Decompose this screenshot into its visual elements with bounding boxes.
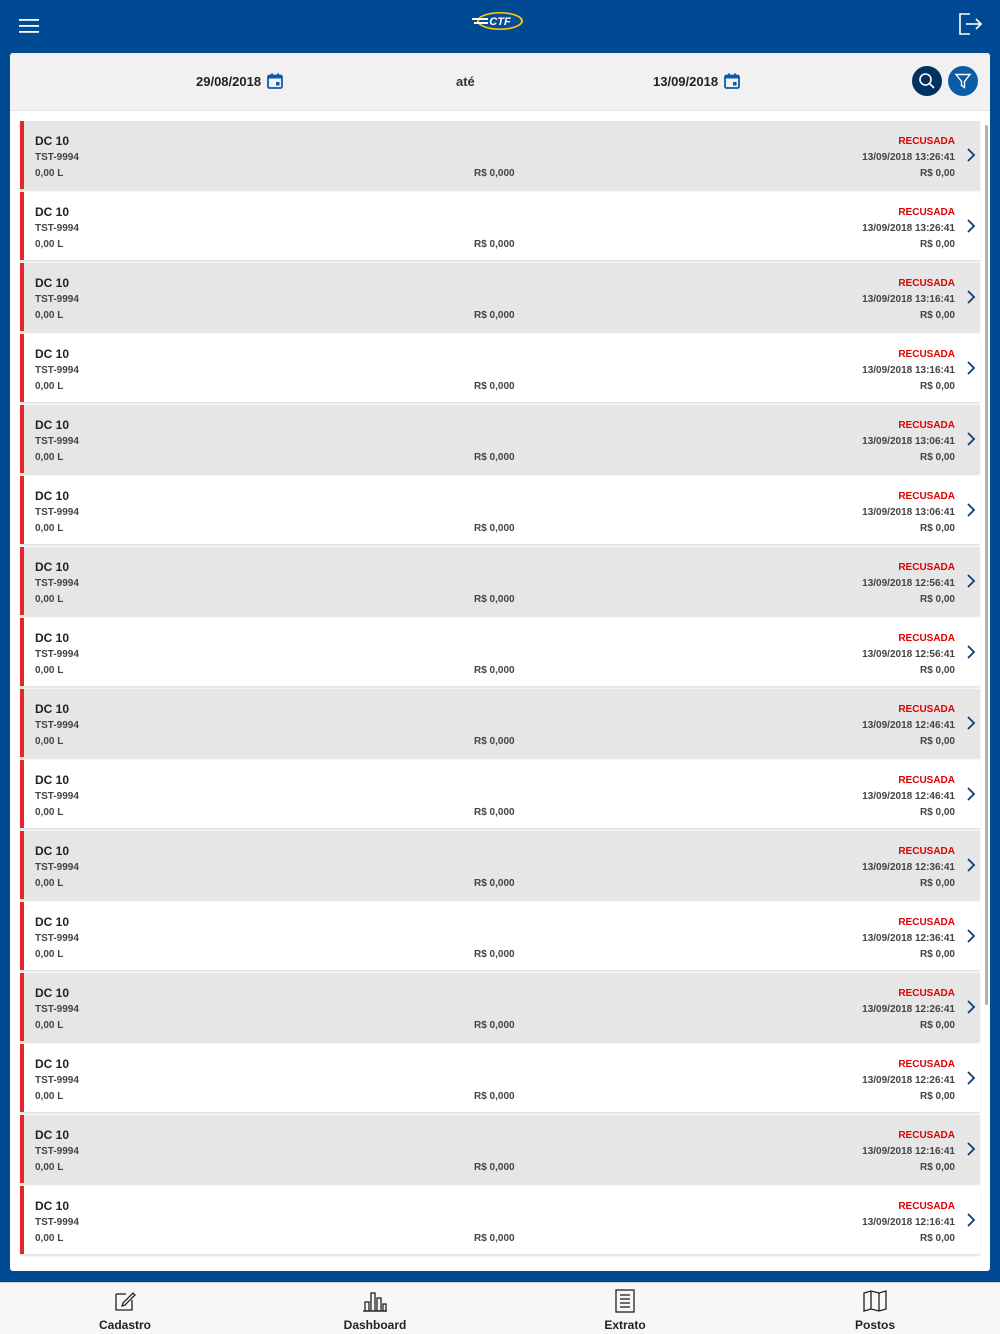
document-list-icon xyxy=(612,1288,638,1314)
transaction-datetime: 13/09/2018 12:46:41 xyxy=(862,791,955,802)
chevron-right-icon[interactable] xyxy=(966,289,976,305)
transaction-row[interactable] xyxy=(20,760,980,828)
transaction-name: DC 10 xyxy=(35,347,70,361)
tab-dashboard[interactable] xyxy=(250,1283,500,1334)
transaction-datetime: 13/09/2018 13:06:41 xyxy=(862,507,955,518)
chevron-right-icon[interactable] xyxy=(966,1070,976,1086)
unit-price: R$ 0,000 xyxy=(474,310,515,321)
chevron-right-icon[interactable] xyxy=(966,928,976,944)
ctf-logo xyxy=(470,8,526,34)
transaction-datetime: 13/09/2018 13:16:41 xyxy=(862,365,955,376)
status-badge: RECUSADA xyxy=(898,1201,955,1212)
fuel-liters: 0,00 L xyxy=(35,878,64,889)
status-badge: RECUSADA xyxy=(898,988,955,999)
transaction-name: DC 10 xyxy=(35,702,70,716)
tab-dashboard-label: Dashboard xyxy=(343,1318,407,1332)
content-panel xyxy=(10,53,990,1271)
transaction-row[interactable] xyxy=(20,1044,980,1112)
transaction-amount: R$ 0,00 xyxy=(919,1091,955,1102)
fuel-liters: 0,00 L xyxy=(35,1020,64,1031)
vehicle-plate: TST-9994 xyxy=(35,1217,79,1228)
transaction-amount: R$ 0,00 xyxy=(919,168,955,179)
unit-price: R$ 0,000 xyxy=(474,452,515,463)
transaction-name: DC 10 xyxy=(35,773,70,787)
transaction-amount: R$ 0,00 xyxy=(919,736,955,747)
chevron-right-icon[interactable] xyxy=(966,573,976,589)
transaction-row[interactable] xyxy=(20,121,980,189)
status-badge: RECUSADA xyxy=(898,633,955,644)
status-badge: RECUSADA xyxy=(898,1130,955,1141)
vehicle-plate: TST-9994 xyxy=(35,152,79,163)
transaction-row[interactable] xyxy=(20,689,980,757)
status-badge: RECUSADA xyxy=(898,704,955,715)
transaction-amount: R$ 0,00 xyxy=(919,949,955,960)
tab-extrato[interactable] xyxy=(500,1283,750,1334)
transaction-name: DC 10 xyxy=(35,134,70,148)
date-separator: até xyxy=(456,74,475,89)
unit-price: R$ 0,000 xyxy=(474,1162,515,1173)
status-badge: RECUSADA xyxy=(898,917,955,928)
transaction-datetime: 13/09/2018 13:26:41 xyxy=(862,223,955,234)
logout-icon[interactable] xyxy=(954,8,986,40)
vehicle-plate: TST-9994 xyxy=(35,862,79,873)
transaction-name: DC 10 xyxy=(35,560,70,574)
unit-price: R$ 0,000 xyxy=(474,381,515,392)
transaction-datetime: 13/09/2018 13:16:41 xyxy=(862,294,955,305)
edit-icon xyxy=(112,1288,138,1314)
vehicle-plate: TST-9994 xyxy=(35,1146,79,1157)
unit-price: R$ 0,000 xyxy=(474,1091,515,1102)
transaction-amount: R$ 0,00 xyxy=(919,310,955,321)
vehicle-plate: TST-9994 xyxy=(35,436,79,447)
unit-price: R$ 0,000 xyxy=(474,594,515,605)
status-badge: RECUSADA xyxy=(898,491,955,502)
fuel-liters: 0,00 L xyxy=(35,807,64,818)
vehicle-plate: TST-9994 xyxy=(35,507,79,518)
transaction-datetime: 13/09/2018 12:16:41 xyxy=(862,1217,955,1228)
transaction-datetime: 13/09/2018 12:56:41 xyxy=(862,649,955,660)
search-button[interactable] xyxy=(912,66,942,96)
bottom-tab-bar xyxy=(0,1282,1000,1334)
chevron-right-icon[interactable] xyxy=(966,999,976,1015)
transaction-amount: R$ 0,00 xyxy=(919,452,955,463)
date-to-picker[interactable] xyxy=(653,73,740,89)
search-icon xyxy=(918,72,936,90)
filter-button[interactable] xyxy=(948,66,978,96)
transaction-datetime: 13/09/2018 13:26:41 xyxy=(862,152,955,163)
transaction-row[interactable] xyxy=(20,831,980,899)
status-badge: RECUSADA xyxy=(898,846,955,857)
vehicle-plate: TST-9994 xyxy=(35,1075,79,1086)
unit-price: R$ 0,000 xyxy=(474,736,515,747)
unit-price: R$ 0,000 xyxy=(474,1020,515,1031)
transaction-list xyxy=(20,121,980,1257)
transaction-datetime: 13/09/2018 12:26:41 xyxy=(862,1075,955,1086)
transaction-datetime: 13/09/2018 12:56:41 xyxy=(862,578,955,589)
transaction-amount: R$ 0,00 xyxy=(919,381,955,392)
transaction-amount: R$ 0,00 xyxy=(919,523,955,534)
chevron-right-icon[interactable] xyxy=(966,502,976,518)
transaction-name: DC 10 xyxy=(35,915,70,929)
vehicle-plate: TST-9994 xyxy=(35,294,79,305)
bar-chart-icon xyxy=(362,1288,388,1314)
fuel-liters: 0,00 L xyxy=(35,523,64,534)
transaction-name: DC 10 xyxy=(35,276,70,290)
tab-cadastro[interactable] xyxy=(0,1283,250,1334)
vehicle-plate: TST-9994 xyxy=(35,720,79,731)
transaction-row[interactable] xyxy=(20,476,980,544)
date-to-value: 13/09/2018 xyxy=(653,73,719,89)
tab-extrato-label: Extrato xyxy=(604,1318,646,1332)
transaction-amount: R$ 0,00 xyxy=(919,1162,955,1173)
transaction-amount: R$ 0,00 xyxy=(919,665,955,676)
map-icon xyxy=(862,1288,888,1314)
unit-price: R$ 0,000 xyxy=(474,239,515,250)
hamburger-menu-icon[interactable] xyxy=(14,10,46,42)
transaction-name: DC 10 xyxy=(35,1057,70,1071)
transaction-name: DC 10 xyxy=(35,1128,70,1142)
unit-price: R$ 0,000 xyxy=(474,523,515,534)
transaction-name: DC 10 xyxy=(35,844,70,858)
fuel-liters: 0,00 L xyxy=(35,239,64,250)
chevron-right-icon[interactable] xyxy=(966,218,976,234)
transaction-row[interactable] xyxy=(20,547,980,615)
transaction-amount: R$ 0,00 xyxy=(919,1020,955,1031)
unit-price: R$ 0,000 xyxy=(474,168,515,179)
fuel-liters: 0,00 L xyxy=(35,665,64,676)
status-badge: RECUSADA xyxy=(898,1059,955,1070)
list-scrollbar[interactable] xyxy=(985,125,988,1005)
transaction-datetime: 13/09/2018 12:46:41 xyxy=(862,720,955,731)
fuel-liters: 0,00 L xyxy=(35,594,64,605)
vehicle-plate: TST-9994 xyxy=(35,365,79,376)
transaction-row[interactable] xyxy=(20,1115,980,1183)
logo-text: CTF xyxy=(489,16,511,28)
transaction-datetime: 13/09/2018 13:06:41 xyxy=(862,436,955,447)
transaction-datetime: 13/09/2018 12:36:41 xyxy=(862,933,955,944)
transaction-datetime: 13/09/2018 12:16:41 xyxy=(862,1146,955,1157)
date-from-value: 29/08/2018 xyxy=(196,73,262,89)
date-filter-bar xyxy=(10,53,990,111)
fuel-liters: 0,00 L xyxy=(35,949,64,960)
unit-price: R$ 0,000 xyxy=(474,949,515,960)
unit-price: R$ 0,000 xyxy=(474,1233,515,1244)
status-badge: RECUSADA xyxy=(898,278,955,289)
date-from-picker[interactable] xyxy=(196,73,283,89)
status-badge: RECUSADA xyxy=(898,420,955,431)
transaction-row[interactable] xyxy=(20,405,980,473)
vehicle-plate: TST-9994 xyxy=(35,791,79,802)
fuel-liters: 0,00 L xyxy=(35,310,64,321)
status-badge: RECUSADA xyxy=(898,136,955,147)
chevron-right-icon[interactable] xyxy=(966,1212,976,1228)
transaction-amount: R$ 0,00 xyxy=(919,1233,955,1244)
fuel-liters: 0,00 L xyxy=(35,381,64,392)
transaction-name: DC 10 xyxy=(35,1199,70,1213)
transaction-name: DC 10 xyxy=(35,489,70,503)
transaction-row[interactable] xyxy=(20,1186,980,1254)
unit-price: R$ 0,000 xyxy=(474,807,515,818)
unit-price: R$ 0,000 xyxy=(474,878,515,889)
chevron-right-icon[interactable] xyxy=(966,786,976,802)
transaction-amount: R$ 0,00 xyxy=(919,878,955,889)
chevron-right-icon[interactable] xyxy=(966,857,976,873)
fuel-liters: 0,00 L xyxy=(35,452,64,463)
fuel-liters: 0,00 L xyxy=(35,168,64,179)
transaction-name: DC 10 xyxy=(35,418,70,432)
calendar-icon xyxy=(724,73,740,89)
status-badge: RECUSADA xyxy=(898,562,955,573)
fuel-liters: 0,00 L xyxy=(35,736,64,747)
filter-funnel-icon xyxy=(954,72,972,90)
fuel-liters: 0,00 L xyxy=(35,1233,64,1244)
transaction-name: DC 10 xyxy=(35,631,70,645)
transaction-row[interactable] xyxy=(20,263,980,331)
transaction-name: DC 10 xyxy=(35,986,70,1000)
transaction-amount: R$ 0,00 xyxy=(919,594,955,605)
tab-postos-label: Postos xyxy=(854,1318,895,1332)
transaction-amount: R$ 0,00 xyxy=(919,239,955,250)
vehicle-plate: TST-9994 xyxy=(35,578,79,589)
calendar-icon xyxy=(267,73,283,89)
chevron-right-icon[interactable] xyxy=(966,715,976,731)
transaction-amount: R$ 0,00 xyxy=(919,807,955,818)
transaction-datetime: 13/09/2018 12:36:41 xyxy=(862,862,955,873)
vehicle-plate: TST-9994 xyxy=(35,223,79,234)
status-badge: RECUSADA xyxy=(898,775,955,786)
status-badge: RECUSADA xyxy=(898,349,955,360)
transaction-row[interactable] xyxy=(20,973,980,1041)
transaction-row[interactable] xyxy=(20,618,980,686)
vehicle-plate: TST-9994 xyxy=(35,649,79,660)
transaction-datetime: 13/09/2018 12:26:41 xyxy=(862,1004,955,1015)
fuel-liters: 0,00 L xyxy=(35,1162,64,1173)
transaction-row[interactable] xyxy=(20,192,980,260)
transaction-row[interactable] xyxy=(20,902,980,970)
chevron-right-icon[interactable] xyxy=(966,360,976,376)
chevron-right-icon[interactable] xyxy=(966,1141,976,1157)
vehicle-plate: TST-9994 xyxy=(35,1004,79,1015)
chevron-right-icon[interactable] xyxy=(966,431,976,447)
tab-postos[interactable] xyxy=(750,1283,1000,1334)
chevron-right-icon[interactable] xyxy=(966,147,976,163)
chevron-right-icon[interactable] xyxy=(966,644,976,660)
unit-price: R$ 0,000 xyxy=(474,665,515,676)
status-badge: RECUSADA xyxy=(898,207,955,218)
transaction-row[interactable] xyxy=(20,334,980,402)
transaction-name: DC 10 xyxy=(35,205,70,219)
fuel-liters: 0,00 L xyxy=(35,1091,64,1102)
top-bar xyxy=(0,0,1000,52)
vehicle-plate: TST-9994 xyxy=(35,933,79,944)
tab-cadastro-label: Cadastro xyxy=(98,1318,151,1332)
